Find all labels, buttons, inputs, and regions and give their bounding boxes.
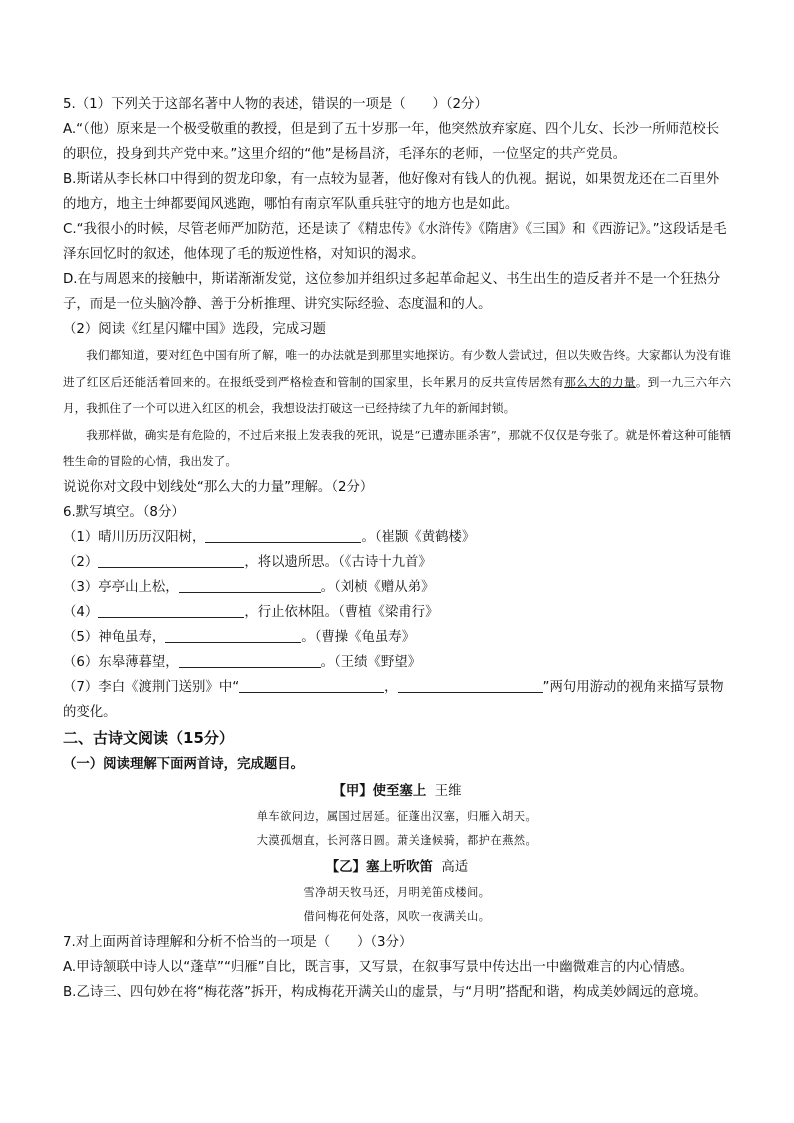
section-2-sub-1: （一）阅读理解下面两首诗，完成题目。	[63, 756, 305, 772]
q6-item-2-blank[interactable]	[98, 553, 244, 568]
q6-item-7-blank-2[interactable]	[398, 678, 543, 693]
q6-item-1-pre: （1）晴川历历汉阳树，	[63, 529, 206, 545]
q5-part2-heading: （2）阅读《红星闪耀中国》选段，完成习题	[63, 322, 326, 337]
q6-item-6-blank[interactable]	[179, 653, 321, 668]
q5-option-d: D.在与周恩来的接触中，斯诺渐渐发觉，这位参加并组织过多起革命起义、书生出生的造反者并不是一个狂热分子，而是一位头脑冷静、善于分析推理、讲究实际经验、态度温和的人。	[63, 272, 721, 312]
section-2-heading: 二、古诗文阅读（15分）	[63, 728, 234, 747]
q6-item-2-post: ，将以遗所思。（《古诗十九首》	[244, 554, 432, 570]
q6-item-1-blank[interactable]	[205, 528, 361, 543]
q6-item-3-post: 。（刘桢《赠从弟》	[320, 579, 435, 595]
q6-item-1	[63, 525, 731, 550]
poem-1-line-2: 大漠孤烟直，长河落日圆。萧关逢候骑，都护在燕然。	[256, 834, 538, 847]
q6-item-4	[63, 600, 731, 625]
q6-item-3-pre: （3）亭亭山上松，	[63, 579, 179, 595]
poem-2-author: 高适	[441, 859, 469, 875]
exam-page	[63, 92, 731, 1005]
q5-part2-question: 说说你对文段中划线处“那么大的力量”理解。（2分）	[63, 479, 374, 495]
q6-item-4-pre: （4）	[63, 604, 99, 620]
q5-heading: 5.（1）下列关于这部名著中人物的表述，错误的一项是（ ）（2分）	[63, 97, 488, 112]
reading-passage-2: 我那样做，确实是有危险的，不过后来报上发表我的死讯，说是“已遭赤匪杀害”，那就不仅仅是夸张了。就是怀着这种可能牺牲生命的冒险的心情，我出发了。	[63, 427, 731, 468]
q6-item-5-post: 。（曹操《龟虽寿》	[301, 629, 416, 645]
q6-item-7-post: ”两句用游动的视角来描写景物的变化。	[63, 679, 724, 720]
q6-item-5-blank[interactable]	[165, 628, 301, 643]
q6-item-6	[63, 650, 731, 675]
poem-2-title-line	[63, 854, 731, 881]
q6-item-7-pre: （7）李白《渡荆门送别》中“	[63, 679, 240, 695]
q6-item-5	[63, 625, 731, 650]
q6-item-4-post: ，行止依林阻。（曹植《梁甫行》	[244, 604, 439, 620]
q5-option-b: B.斯诺从李长林口中得到的贺龙印象，有一点较为显著，他好像对有钱人的仇视。据说，如果贺龙还在二百里外的地方，地主士绅都要闻风逃跑，哪怕有南京军队重兵驻守的地方也是如此。	[63, 172, 720, 212]
q6-item-7-mid: ，	[384, 679, 398, 695]
q5-option-c: C.“我很小的时候，尽管老师严加防范，还是读了《精忠传》《水浒传》《隋唐》《三国》和《西游记》。”这段话是毛泽东回忆时的叙述，他体现了毛的叛逆性格，对知识的渴求。	[63, 222, 727, 262]
q6-item-5-pre: （5）神龟虽寿，	[63, 629, 166, 645]
q7-option-b: B.乙诗三、四句妙在将“梅花落”拆开，构成梅花开满关山的虚景，与“月明”搭配和谐，构成美妙阔远的意境。	[63, 984, 707, 1000]
q6-item-1-post: 。（崔颢《黄鹤楼》	[361, 529, 476, 545]
q6-item-6-post: 。（王绩《野望》	[320, 654, 422, 670]
q6-item-4-blank[interactable]	[98, 603, 244, 618]
q5-option-a: A.“（他）原来是一个极受敬重的教授，但是到了五十岁那一年，他突然放弃家庭、四个儿女、长沙一所师范校长的职位，投身到共产党中来。”这里介绍的“他”是杨昌济，毛泽东的老师，一位坚定的共产党员。	[63, 122, 720, 162]
passage1-underlined-phrase: 那么大的力量	[564, 374, 636, 389]
passage1-after: 。到一九三六年六月，我抓住了一个可以进入红区的机会，我想设法打破这一已经持续了九年的新闻封锁。	[63, 374, 731, 415]
q7-heading: 7.对上面两首诗理解和分析不恰当的一项是（ ）（3分）	[63, 934, 413, 950]
q7-option-a: A.甲诗颔联中诗人以“蓬草”“归雁”自比，既言事，又写景，在叙事写景中传达出一中幽微难言的内心情感。	[63, 959, 694, 975]
q6-item-2	[63, 550, 731, 575]
q6-item-7-blank-1[interactable]	[239, 678, 384, 693]
q6-item-7	[63, 675, 731, 725]
poem-1-line-1: 单车欲问边，属国过居延。征蓬出汉塞，归雁入胡天。	[256, 809, 538, 823]
passage1-before: 我们都知道，要对红色中国有所了解，唯一的办法就是到那里实地探访。有少数人尝试过，但以失败告终。大家都认为没有谁进了红区后还能活着回来的。在报纸受到严格检查和管制的国家里，长年累月的反共宣传居然有	[63, 348, 731, 389]
q6-item-3	[63, 575, 731, 600]
q6-heading: 6.默写填空。（8分）	[63, 504, 185, 520]
poem-1-title-line	[63, 778, 731, 805]
q6-item-6-pre: （6）东皋薄暮望，	[63, 654, 179, 670]
poem-2-line-2: 借问梅花何处落，风吹一夜满关山。	[303, 910, 491, 923]
poem-2-line-1: 雪净胡天牧马还，月明羌笛戍楼间。	[303, 885, 491, 899]
reading-passage-1	[63, 342, 731, 422]
q6-item-3-blank[interactable]	[179, 578, 321, 593]
poem-2-title: 【乙】塞上听吹笛	[325, 859, 433, 875]
poem-1-title: 【甲】使至塞上	[332, 783, 427, 799]
q6-item-2-pre: （2）	[63, 554, 99, 570]
poem-1-author: 王维	[434, 783, 462, 799]
